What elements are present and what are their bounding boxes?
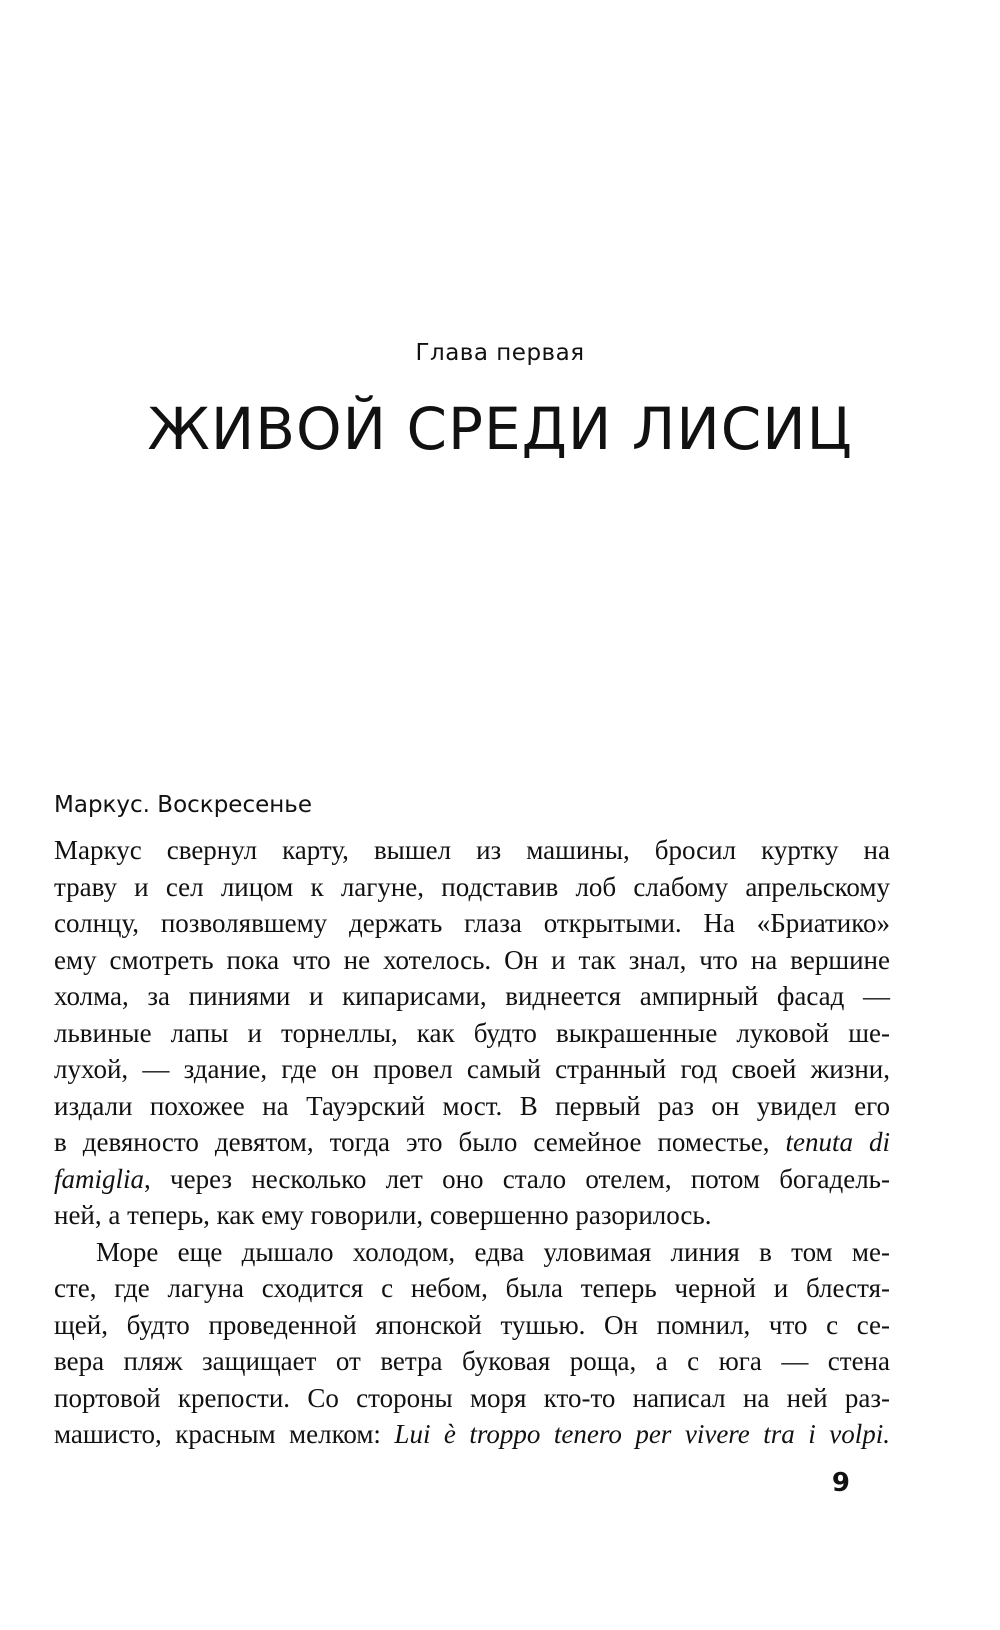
text-line: ней, а теперь, как ему говорили, совершенно разорилось. — [54, 1200, 712, 1230]
text-line: лухой, — здание, где он провел самый странный год своей жизни, — [54, 1054, 890, 1084]
text-line — [54, 1124, 890, 1161]
text-line: холма, за пиниями и кипарисами, виднеется ампирный фасад — — [54, 981, 890, 1011]
chapter-label: Глава первая — [415, 340, 585, 366]
text-segment: , через несколько лет оно стало отелем, потом богадель- — [144, 1163, 890, 1194]
text-line — [54, 1416, 890, 1453]
text-line: Море еще дышало холодом, едва уловимая линия в том ме- — [96, 1236, 890, 1267]
text-segment: в девяносто девятом, тогда это было семейное поместье, — [54, 1127, 770, 1157]
text-line: львиные лапы и торнеллы, как будто выкрашенные луковой ше- — [54, 1017, 890, 1048]
body-text — [54, 832, 890, 1453]
italic-phrase: Lui è troppo tenero per vivere tra i volpi. — [394, 1419, 891, 1449]
text-line: издали похожее на Тауэрский мост. В первый раз он увидел его — [54, 1090, 890, 1121]
text-line: портовой крепости. Со стороны моря кто-то написал на ней раз- — [54, 1382, 890, 1413]
chapter-title: ЖИВОЙ СРЕДИ ЛИСИЦ — [147, 395, 853, 463]
text-line: Маркус свернул карту, вышел из машины, бросил куртку на — [54, 835, 890, 865]
text-line — [54, 1161, 890, 1198]
section-heading: Маркус. Воскресенье — [54, 792, 312, 818]
text-line: ему смотреть пока что не хотелось. Он и так знал, что на вершине — [54, 944, 890, 975]
text-line: щей, будто проведенной японской тушью. Он помнил, что с се- — [54, 1309, 890, 1340]
text-segment: машисто, красным мелком: — [54, 1419, 381, 1449]
text-line: сте, где лагуна сходится с небом, была теперь черной и блестя- — [54, 1273, 890, 1303]
italic-phrase: famiglia — [54, 1163, 145, 1194]
text-line: траву и сел лицом к лагуне, подставив лоб слабому апрельскому — [54, 871, 890, 902]
page-number: 9 — [831, 1468, 850, 1498]
italic-phrase: tenuta di — [785, 1127, 890, 1157]
text-line: солнцу, позволявшему держать глаза открытыми. На «Бриатико» — [54, 908, 890, 938]
text-line: вера пляж защищает от ветра буковая роща, а с юга — стена — [54, 1346, 890, 1376]
